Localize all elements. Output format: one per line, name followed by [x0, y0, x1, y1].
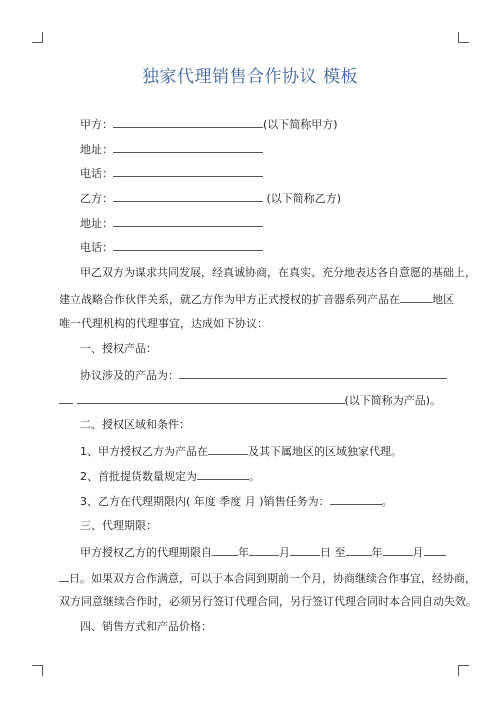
term-year-1-label: 年 [238, 546, 249, 559]
party-b-row [80, 190, 341, 206]
address-b-blank[interactable] [113, 215, 263, 227]
party-a-blank[interactable] [113, 116, 263, 128]
intro-line-1: 甲乙双方为谋求共同发展，经真诚协商，在真实、充分地表达各自意愿的基础上， [80, 266, 476, 279]
section-heading-4: 四、销售方式和产品价格： [80, 620, 212, 633]
term-row-3: 双方同意继续合作时，必须另行签订代理合同，另行签订代理合同时本合同自动失效。 [59, 595, 477, 608]
crop-mark-bottom-left [32, 665, 43, 676]
clause-2-2 [80, 468, 260, 484]
address-b-row [80, 215, 263, 231]
term-year-2-blank[interactable] [346, 544, 372, 556]
term-day-2-blank-cont[interactable] [59, 570, 69, 582]
party-a-label: 甲方： [80, 118, 113, 131]
address-a-label: 地址： [80, 143, 113, 156]
clause-2-3-text: 3、乙方在代理期限内( 年度 季度 月 )销售任务为： [80, 495, 330, 508]
clause-2-1-end: 及其下属地区的区域独家代理。 [248, 445, 402, 458]
party-b-label: 乙方： [80, 192, 113, 205]
intro-line-2-text: 建立战略合作伙伴关系，就乙方作为甲方正式授权的扩音器系列产品在 [59, 293, 400, 306]
phone-b-blank[interactable] [113, 239, 263, 251]
term-year-1-blank[interactable] [212, 544, 238, 556]
section-heading-2: 二、授权区域和条件： [80, 418, 190, 431]
term-month-1-label: 月 [279, 546, 290, 559]
phone-a-label: 电话： [80, 167, 113, 180]
term-month-2-label: 月 [412, 546, 424, 559]
crop-mark-bottom-right [458, 665, 469, 676]
clause-2-3 [80, 493, 393, 509]
term-month-2-blank[interactable] [383, 544, 413, 556]
party-a-row [80, 116, 338, 132]
party-a-suffix: (以下简称甲方) [263, 118, 338, 131]
clause-2-1 [80, 443, 402, 459]
term-day-1-label: 日 至 [320, 546, 346, 559]
clause-2-1-text: 1、甲方授权乙方为产品在 [80, 445, 208, 458]
products-blank-2a[interactable] [59, 392, 73, 404]
products-row-2 [59, 392, 441, 408]
products-blank-1[interactable] [179, 367, 447, 379]
term-row-1 [80, 544, 446, 560]
products-label: 协议涉及的产品为： [80, 369, 179, 382]
clause-2-1-blank[interactable] [208, 443, 248, 455]
section-heading-1: 一、授权产品： [80, 342, 157, 355]
products-suffix: (以下简称为产品)。 [344, 394, 442, 407]
crop-mark-top-left [32, 32, 43, 43]
term-row-2 [59, 570, 476, 586]
party-b-blank[interactable] [113, 190, 263, 202]
term-row-2-text: 日。如果双方合作满意，可以于本合同到期前一个月，协商继续合作事宜，经协商， [69, 572, 476, 585]
section-heading-3: 三、代理期限： [80, 519, 157, 532]
clause-2-3-end: 。 [381, 495, 393, 508]
document-title: 独家代理销售合作协议 模板 [142, 67, 358, 87]
clause-2-2-text: 2、首批提货数量规定为 [80, 470, 197, 483]
term-day-1-blank[interactable] [290, 544, 320, 556]
intro-line-2-end: 地区 [432, 293, 454, 306]
products-blank-2[interactable] [77, 392, 345, 404]
address-b-label: 地址： [80, 217, 113, 230]
phone-b-row [80, 239, 263, 255]
clause-2-2-blank[interactable] [197, 468, 249, 480]
term-month-1-blank[interactable] [249, 544, 279, 556]
term-start-text: 甲方授权乙方的代理期限自 [80, 546, 212, 559]
intro-line-3: 唯一代理机构的代理事宜，达成如下协议： [59, 317, 268, 330]
term-day-2-blank[interactable] [424, 544, 446, 556]
clause-2-3-blank[interactable] [330, 493, 382, 505]
region-blank[interactable] [400, 291, 432, 303]
crop-mark-top-right [458, 32, 469, 43]
term-year-2-label: 年 [371, 546, 383, 559]
address-a-row [80, 141, 263, 157]
clause-2-2-end: 。 [249, 470, 260, 483]
address-a-blank[interactable] [113, 141, 263, 153]
party-b-suffix: (以下简称乙方) [266, 192, 342, 205]
intro-line-2 [59, 291, 454, 307]
phone-a-blank[interactable] [113, 165, 263, 177]
phone-b-label: 电话： [80, 241, 113, 254]
products-row [80, 367, 447, 383]
phone-a-row [80, 165, 263, 181]
